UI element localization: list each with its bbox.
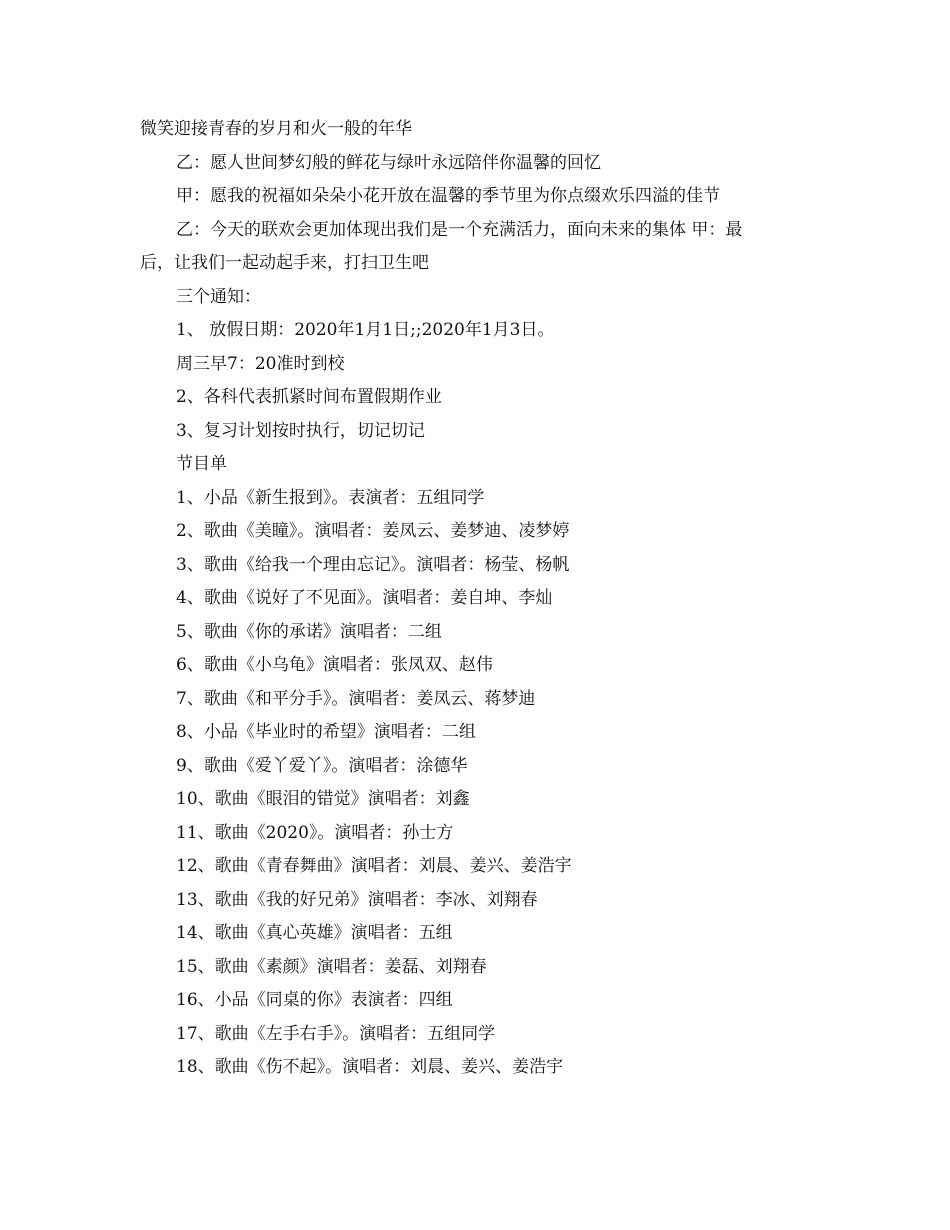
program-item: 4、歌曲《说好了不见面》。演唱者：姜自坤、李灿: [176, 588, 553, 608]
program-item: 14、歌曲《真心英雄》演唱者：五组: [176, 923, 453, 943]
notices-heading: 三个通知：: [176, 286, 261, 307]
paragraph-line: 乙：今天的联欢会更加体现出我们是一个充满活力，面向未来的集体 甲：最: [176, 219, 743, 240]
notice-item: 3、复习计划按时执行，切记切记: [176, 420, 425, 441]
paragraph-line: 甲：愿我的祝福如朵朵小花开放在温馨的季节里为你点缀欢乐四溢的佳节: [176, 186, 720, 206]
paragraph-line: 微笑迎接青春的岁月和火一般的年华: [140, 119, 412, 139]
program-item: 1、小品《新生报到》。表演者：五组同学: [176, 487, 485, 508]
program-item: 5、歌曲《你的承诺》演唱者：二组: [176, 621, 442, 642]
program-item: 17、歌曲《左手右手》。演唱者：五组同学: [176, 1023, 496, 1044]
program-item: 13、歌曲《我的好兄弟》演唱者：李冰、刘翔春: [176, 889, 538, 910]
paragraph-line: 后，让我们一起动起手来，打扫卫生吧: [140, 253, 429, 273]
program-item: 2、歌曲《美瞳》。演唱者：姜凤云、姜梦迪、凌梦婷: [176, 521, 570, 541]
program-heading: 节目单: [176, 454, 227, 474]
program-item: 15、歌曲《素颜》演唱者：姜磊、刘翔春: [176, 956, 487, 977]
program-item: 6、歌曲《小乌龟》演唱者：张凤双、赵伟: [176, 655, 493, 675]
program-item: 7、歌曲《和平分手》。演唱者：姜凤云、蒋梦迪: [176, 688, 536, 709]
program-item: 12、歌曲《青春舞曲》演唱者：刘晨、姜兴、姜浩宇: [176, 856, 572, 876]
program-item: 18、歌曲《伤不起》。演唱者：刘晨、姜兴、姜浩宇: [176, 1057, 564, 1077]
program-item: 3、歌曲《给我一个理由忘记》。演唱者：杨莹、杨帆: [176, 554, 570, 575]
program-item: 9、歌曲《爱丫爱丫》。演唱者：涂德华: [176, 755, 468, 776]
document-body: [140, 113, 820, 1085]
program-item: 8、小品《毕业时的希望》演唱者：二组: [176, 722, 476, 742]
notice-item: 2、各科代表抓紧时间布置假期作业: [176, 387, 442, 407]
notice-item: 周三早7：20准时到校: [176, 353, 345, 374]
notice-item: 1、 放假日期：2020年1月1日;;2020年1月3日。: [176, 320, 555, 340]
program-item: 16、小品《同桌的你》表演者：四组: [176, 990, 453, 1010]
paragraph-line: 乙：愿人世间梦幻般的鲜花与绿叶永远陪伴你温馨的回忆: [176, 152, 601, 173]
program-item: 10、歌曲《眼泪的错觉》演唱者：刘鑫: [176, 789, 470, 809]
program-item: 11、歌曲《2020》。演唱者：孙士方: [176, 822, 454, 843]
